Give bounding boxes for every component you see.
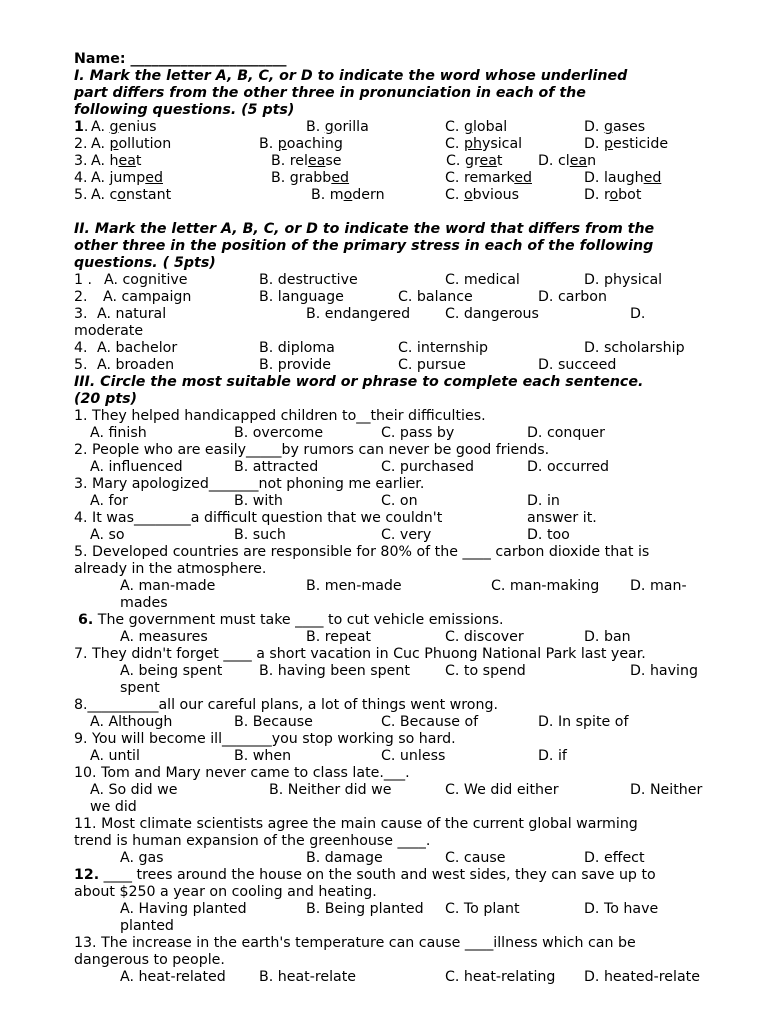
s2-q5-option-d[interactable]: D. succeed	[538, 357, 617, 373]
s3-q11-option-b[interactable]: B. damage	[306, 850, 383, 866]
s3-q3-option-b[interactable]: B. with	[234, 493, 283, 509]
s3-q1-option-d[interactable]: D. conquer	[527, 425, 605, 441]
s3-q12-option-d-continued[interactable]: planted	[120, 918, 174, 934]
s3-q3-option-d[interactable]: D. in	[527, 493, 560, 509]
s2-q3-option-c[interactable]: C. dangerous	[445, 306, 539, 322]
s3-q8-option-a[interactable]: A. Although	[90, 714, 173, 730]
s3-q2-option-b[interactable]: B. attracted	[234, 459, 319, 475]
section2-heading-line: questions. ( 5pts)	[74, 255, 216, 271]
s1-q3-option-a[interactable]: A. heat	[91, 153, 142, 169]
s2-q1-option-c[interactable]: C. medical	[445, 272, 520, 288]
s1-q3-number: 3.	[74, 153, 88, 169]
s3-q1-stem: 1. They helped handicapped children to__their difficulties.	[74, 408, 486, 424]
s3-q11-stem-line2: trend is human expansion of the greenhouse ____.	[74, 833, 431, 849]
s1-q5-number: 5.	[74, 187, 88, 203]
section3-heading-line: III. Circle the most suitable word or phrase to complete each sentence.	[74, 374, 644, 390]
s1-q5-option-a[interactable]: A. constant	[91, 187, 172, 203]
s3-q8-option-b[interactable]: B. Because	[234, 714, 313, 730]
s3-q9-option-a[interactable]: A. until	[90, 748, 140, 764]
s3-q8-option-d[interactable]: D. In spite of	[538, 714, 629, 730]
s2-q4-option-c[interactable]: C. internship	[398, 340, 489, 356]
s1-q1-number: 1.	[74, 119, 89, 135]
s1-q2-option-c[interactable]: C. physical	[445, 136, 523, 152]
s2-q2-option-d[interactable]: D. carbon	[538, 289, 607, 305]
s2-q4-option-a[interactable]: A. bachelor	[97, 340, 178, 356]
s3-q9-stem: 9. You will become ill_______you stop working so hard.	[74, 731, 456, 747]
s3-q13-option-b[interactable]: B. heat-relate	[259, 969, 357, 985]
s3-q12-option-c[interactable]: C. To plant	[445, 901, 520, 917]
s3-q7-option-a[interactable]: A. being spent	[120, 663, 223, 679]
s3-q5-option-d[interactable]: D. man-	[630, 578, 687, 594]
s2-q3-option-b[interactable]: B. endangered	[306, 306, 411, 322]
s3-q1-option-b[interactable]: B. overcome	[234, 425, 324, 441]
s1-q5-option-d[interactable]: D. robot	[584, 187, 642, 203]
s3-q7-option-b[interactable]: B. having been spent	[259, 663, 410, 679]
s2-q3-number: 3.	[74, 306, 88, 322]
s3-q5-option-c[interactable]: C. man-making	[491, 578, 600, 594]
s3-q7-stem: 7. They didn't forget ____ a short vacation in Cuc Phuong National Park last year.	[74, 646, 646, 662]
s2-q2-number: 2.	[74, 289, 88, 305]
s2-q3-option-a[interactable]: A. natural	[97, 306, 167, 322]
s3-q11-option-a[interactable]: A. gas	[120, 850, 164, 866]
s2-q1-option-d[interactable]: D. physical	[584, 272, 663, 288]
section1-heading-line: part differs from the other three in pronunciation in each of the	[74, 85, 586, 101]
s1-q2-number: 2.	[74, 136, 88, 152]
s3-q7-option-d[interactable]: D. having	[630, 663, 698, 679]
s1-q4-option-d[interactable]: D. laughed	[584, 170, 662, 186]
s1-q1-option-d[interactable]: D. gases	[584, 119, 646, 135]
s3-q12-stem-line2: about $250 a year on cooling and heating.	[74, 884, 377, 900]
s3-q12-option-d[interactable]: D. To have	[584, 901, 659, 917]
s3-q6-option-c[interactable]: C. discover	[445, 629, 524, 645]
s2-q3-option-d[interactable]: D.	[630, 306, 646, 322]
s2-q5-number: 5.	[74, 357, 88, 373]
s3-q13-option-c[interactable]: C. heat-relating	[445, 969, 556, 985]
section3-heading-line: (20 pts)	[74, 391, 138, 407]
s2-q2-option-b[interactable]: B. language	[259, 289, 344, 305]
s1-q2-option-a[interactable]: A. pollution	[91, 136, 172, 152]
s3-q1-option-a[interactable]: A. finish	[90, 425, 147, 441]
s2-q4-option-d[interactable]: D. scholarship	[584, 340, 685, 356]
s3-q3-option-c[interactable]: C. on	[381, 493, 418, 509]
s2-q3-option-d-continued[interactable]: moderate	[74, 323, 144, 339]
section2-heading-line: II. Mark the letter A, B, C, or D to indicate the word that differs from the	[74, 221, 655, 237]
section1-heading-line: I. Mark the letter A, B, C, or D to indicate the word whose underlined	[74, 68, 628, 84]
s3-q1-option-c[interactable]: C. pass by	[381, 425, 455, 441]
s3-q7-option-c[interactable]: C. to spend	[445, 663, 526, 679]
s3-q5-stem: 5. Developed countries are responsible for 80% of the ____ carbon dioxide that is	[74, 544, 650, 560]
s3-q12-stem: 12. ____ trees around the house on the south and west sides, they can save up to	[74, 867, 656, 883]
s3-q10-option-b[interactable]: B. Neither did we	[269, 782, 392, 798]
s3-q6-option-d[interactable]: D. ban	[584, 629, 631, 645]
s3-q10-option-d[interactable]: D. Neither	[630, 782, 703, 798]
s3-q8-option-c[interactable]: C. Because of	[381, 714, 479, 730]
s2-q5-option-a[interactable]: A. broaden	[97, 357, 175, 373]
s3-q5-option-d-continued[interactable]: mades	[120, 595, 168, 611]
name-line: Name: ______________________	[74, 51, 287, 67]
s3-q4-option-d[interactable]: D. too	[527, 527, 570, 543]
s1-q2-option-b[interactable]: B. poaching	[259, 136, 343, 152]
s3-q9-option-d[interactable]: D. if	[538, 748, 567, 764]
s3-q4-stem-end: answer it.	[527, 510, 597, 526]
s3-q2-stem: 2. People who are easily_____by rumors can never be good friends.	[74, 442, 550, 458]
section1-heading-line: following questions. (5 pts)	[74, 102, 295, 118]
s1-q3-option-d[interactable]: D. clean	[538, 153, 597, 169]
s3-q8-stem: 8.__________all our careful plans, a lot of things went wrong.	[74, 697, 498, 713]
s1-q4-option-b[interactable]: B. grabbed	[271, 170, 350, 186]
s3-q11-stem: 11. Most climate scientists agree the main cause of the current global warming	[74, 816, 638, 832]
s1-q4-option-c[interactable]: C. remarked	[445, 170, 532, 186]
s1-q4-number: 4.	[74, 170, 88, 186]
s3-q4-option-c[interactable]: C. very	[381, 527, 432, 543]
s3-q10-option-a[interactable]: A. So did we	[90, 782, 178, 798]
s2-q5-option-b[interactable]: B. provide	[259, 357, 332, 373]
s2-q1-option-a[interactable]: A. cognitive	[104, 272, 188, 288]
s3-q3-stem: 3. Mary apologized_______not phoning me earlier.	[74, 476, 425, 492]
s1-q5-option-c[interactable]: C. obvious	[445, 187, 520, 203]
s2-q1-number: 1 .	[74, 272, 93, 288]
s1-q4-option-a[interactable]: A. jumped	[91, 170, 163, 186]
s3-q7-option-d-continued[interactable]: spent	[120, 680, 160, 696]
s3-q6-option-a[interactable]: A. measures	[120, 629, 208, 645]
s3-q12-option-a[interactable]: A. Having planted	[120, 901, 247, 917]
s2-q1-option-b[interactable]: B. destructive	[259, 272, 358, 288]
s3-q9-option-c[interactable]: C. unless	[381, 748, 446, 764]
s1-q1-option-c[interactable]: C. global	[445, 119, 508, 135]
s2-q4-option-b[interactable]: B. diploma	[259, 340, 335, 356]
s3-q10-option-d-continued[interactable]: we did	[90, 799, 137, 815]
s2-q2-option-a[interactable]: A. campaign	[103, 289, 192, 305]
s3-q6-option-b[interactable]: B. repeat	[306, 629, 371, 645]
s1-q3-option-b[interactable]: B. release	[271, 153, 342, 169]
s3-q2-option-a[interactable]: A. influenced	[90, 459, 183, 475]
s1-q3-option-c[interactable]: C. great	[446, 153, 503, 169]
s3-q2-option-d[interactable]: D. occurred	[527, 459, 610, 475]
section2-heading-line: other three in the position of the primary stress in each of the following	[74, 238, 654, 254]
s1-q2-option-d[interactable]: D. pesticide	[584, 136, 669, 152]
s1-q5-option-b[interactable]: B. modern	[311, 187, 385, 203]
s3-q4-option-b[interactable]: B. such	[234, 527, 286, 543]
s3-q10-option-c[interactable]: C. We did either	[445, 782, 559, 798]
s3-q3-option-a[interactable]: A. for	[90, 493, 128, 509]
s2-q5-option-c[interactable]: C. pursue	[398, 357, 466, 373]
s3-q13-stem-line2: dangerous to people.	[74, 952, 225, 968]
s3-q13-option-a[interactable]: A. heat-related	[120, 969, 226, 985]
s1-q1-option-a[interactable]: A. genius	[91, 119, 157, 135]
s3-q13-option-d[interactable]: D. heated-relate	[584, 969, 700, 985]
s3-q4-stem: 4. It was________a difficult question that we couldn't	[74, 510, 443, 526]
s2-q4-number: 4.	[74, 340, 88, 356]
s3-q11-option-c[interactable]: C. cause	[445, 850, 506, 866]
s3-q9-option-b[interactable]: B. when	[234, 748, 292, 764]
s3-q13-stem: 13. The increase in the earth's temperature can cause ____illness which can be	[74, 935, 636, 951]
s3-q5-option-b[interactable]: B. men-made	[306, 578, 402, 594]
s2-q2-option-c[interactable]: C. balance	[398, 289, 473, 305]
s3-q6-stem: 6. The government must take ____ to cut vehicle emissions.	[78, 612, 504, 628]
s3-q5-stem-line2: already in the atmosphere.	[74, 561, 267, 577]
s3-q12-option-b[interactable]: B. Being planted	[306, 901, 424, 917]
s3-q4-option-a[interactable]: A. so	[90, 527, 125, 543]
s3-q11-option-d[interactable]: D. effect	[584, 850, 645, 866]
s1-q1-option-b[interactable]: B. gorilla	[306, 119, 369, 135]
s3-q2-option-c[interactable]: C. purchased	[381, 459, 475, 475]
s3-q5-option-a[interactable]: A. man-made	[120, 578, 216, 594]
s3-q10-stem: 10. Tom and Mary never came to class late.___.	[74, 765, 410, 781]
